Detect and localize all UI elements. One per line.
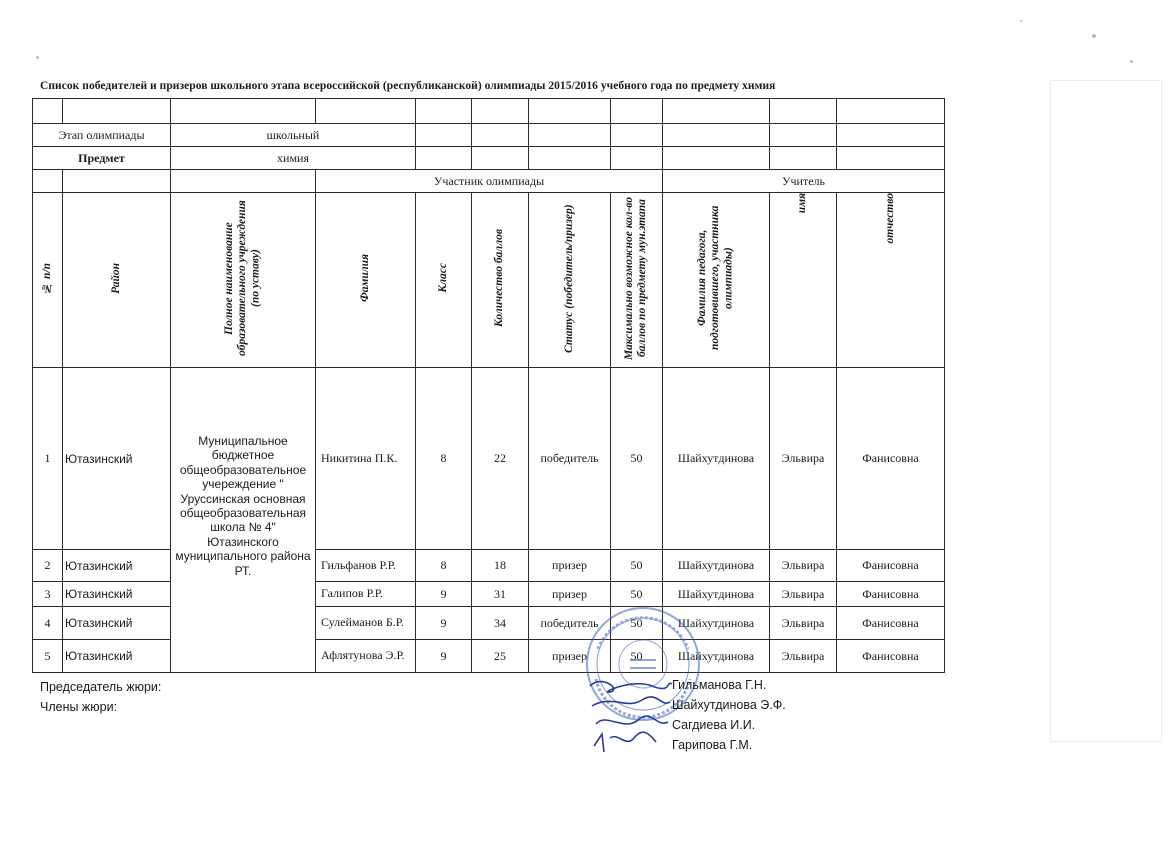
- scan-speck: [1092, 34, 1096, 38]
- group-header-row: [33, 170, 945, 193]
- row-score: 22: [472, 368, 529, 550]
- row-num: 4: [33, 607, 63, 640]
- scan-bleed-right: [1050, 80, 1162, 742]
- col-header-score: Количество баллов: [493, 229, 506, 327]
- row-score: 25: [472, 640, 529, 673]
- table-row: [33, 582, 945, 607]
- table-row: [33, 368, 945, 550]
- row-score: 31: [472, 582, 529, 607]
- blank-row: [33, 99, 945, 124]
- col-header-status: Статус (победитель/призер): [562, 203, 575, 353]
- jury-signatures: [582, 672, 677, 762]
- subject-value: химия: [171, 147, 416, 170]
- row-grade: 9: [416, 640, 472, 673]
- row-grade: 9: [416, 582, 472, 607]
- subject-label: Предмет: [33, 147, 171, 170]
- col-header-surname: Фамилия: [358, 253, 371, 303]
- row-status: призер: [529, 640, 611, 673]
- row-surname: Афлятунова Э.Р.: [316, 640, 416, 673]
- col-header-teacher-surname: Фамилия педагога, подготовившего, участника олимпиады): [696, 205, 735, 351]
- row-district: Ютазинский: [63, 582, 171, 607]
- participant-group-header: Участник олимпиады: [316, 170, 663, 193]
- row-teacher-name: Эльвира: [770, 550, 837, 582]
- row-teacher-patronymic: Фанисовна: [837, 640, 945, 673]
- row-surname: Галипов Р.Р.: [316, 582, 416, 607]
- row-district: Ютазинский: [63, 640, 171, 673]
- scan-speck: [36, 56, 39, 59]
- jury-name: Шайхутдинова Э.Ф.: [672, 698, 786, 712]
- row-teacher-name: Эльвира: [770, 640, 837, 673]
- column-header-row: [33, 193, 945, 368]
- row-teacher-patronymic: Фанисовна: [837, 368, 945, 550]
- row-grade: 8: [416, 550, 472, 582]
- row-num: 3: [33, 582, 63, 607]
- row-teacher-surname: Шайхутдинова: [663, 582, 770, 607]
- row-teacher-surname: Шайхутдинова: [663, 368, 770, 550]
- row-status: победитель: [529, 368, 611, 550]
- row-teacher-surname: Шайхутдинова: [663, 607, 770, 640]
- row-grade: 8: [416, 368, 472, 550]
- jury-name: Гильманова Г.Н.: [672, 678, 767, 692]
- jury-chair-label: Председатель жюри:: [40, 680, 162, 694]
- row-district: Ютазинский: [63, 607, 171, 640]
- row-teacher-name: Эльвира: [770, 368, 837, 550]
- row-district: Ютазинский: [63, 550, 171, 582]
- stage-label: Этап олимпиады: [33, 124, 171, 147]
- col-header-teacher-name: имя: [796, 193, 809, 214]
- row-max: 50: [611, 582, 663, 607]
- table-row: [33, 607, 945, 640]
- winners-table: [32, 98, 945, 673]
- row-grade: 9: [416, 607, 472, 640]
- row-num: 5: [33, 640, 63, 673]
- jury-name: Гарипова Г.М.: [672, 738, 753, 752]
- row-num: 2: [33, 550, 63, 582]
- col-header-max: Максимально возможное кол-во баллов по предмету мун.этапа: [623, 196, 649, 360]
- row-teacher-patronymic: Фанисовна: [837, 550, 945, 582]
- row-teacher-surname: Шайхутдинова: [663, 550, 770, 582]
- stage-row: [33, 124, 945, 147]
- row-max: 50: [611, 640, 663, 673]
- row-teacher-patronymic: Фанисовна: [837, 607, 945, 640]
- row-surname: Никитина П.К.: [316, 368, 416, 550]
- row-max: 50: [611, 607, 663, 640]
- table-row: [33, 640, 945, 673]
- row-max: 50: [611, 550, 663, 582]
- row-surname: Сулейманов Б.Р.: [316, 607, 416, 640]
- col-header-num: № п/п: [40, 262, 53, 294]
- scan-speck: [1020, 20, 1022, 22]
- col-header-grade: Класс: [436, 263, 449, 293]
- subject-row: [33, 147, 945, 170]
- row-teacher-name: Эльвира: [770, 582, 837, 607]
- jury-members-label: Члены жюри:: [40, 700, 118, 714]
- col-header-school: Полное наименование образовательного учреждения (по уставу): [223, 200, 262, 356]
- row-status: победитель: [529, 607, 611, 640]
- row-teacher-name: Эльвира: [770, 607, 837, 640]
- jury-name: Сагдиева И.И.: [672, 718, 756, 732]
- table-row: [33, 550, 945, 582]
- row-score: 18: [472, 550, 529, 582]
- row-teacher-patronymic: Фанисовна: [837, 582, 945, 607]
- row-max: 50: [611, 368, 663, 550]
- row-score: 34: [472, 607, 529, 640]
- school-name: Муниципальное бюджетное общеобразовательное учереждение " Уруссинская основная общеобразовательная школа № 4" Ютазинского муниципального района РТ.: [171, 368, 316, 673]
- teacher-group-header: Учитель: [663, 170, 945, 193]
- document-title: Список победителей и призеров школьного этапа всероссийской (республиканской) олимпиады 2015/2016 учебного года по предмету химия: [40, 80, 776, 92]
- row-status: призер: [529, 550, 611, 582]
- row-teacher-surname: Шайхутдинова: [663, 640, 770, 673]
- row-district: Ютазинский: [63, 368, 171, 550]
- col-header-district: Район: [109, 262, 122, 294]
- row-num: 1: [33, 368, 63, 550]
- col-header-teacher-patronymic: отчество: [883, 193, 896, 244]
- scan-speck: [1130, 60, 1133, 63]
- row-status: призер: [529, 582, 611, 607]
- stage-value: школьный: [171, 124, 416, 147]
- row-surname: Гильфанов Р.Р.: [316, 550, 416, 582]
